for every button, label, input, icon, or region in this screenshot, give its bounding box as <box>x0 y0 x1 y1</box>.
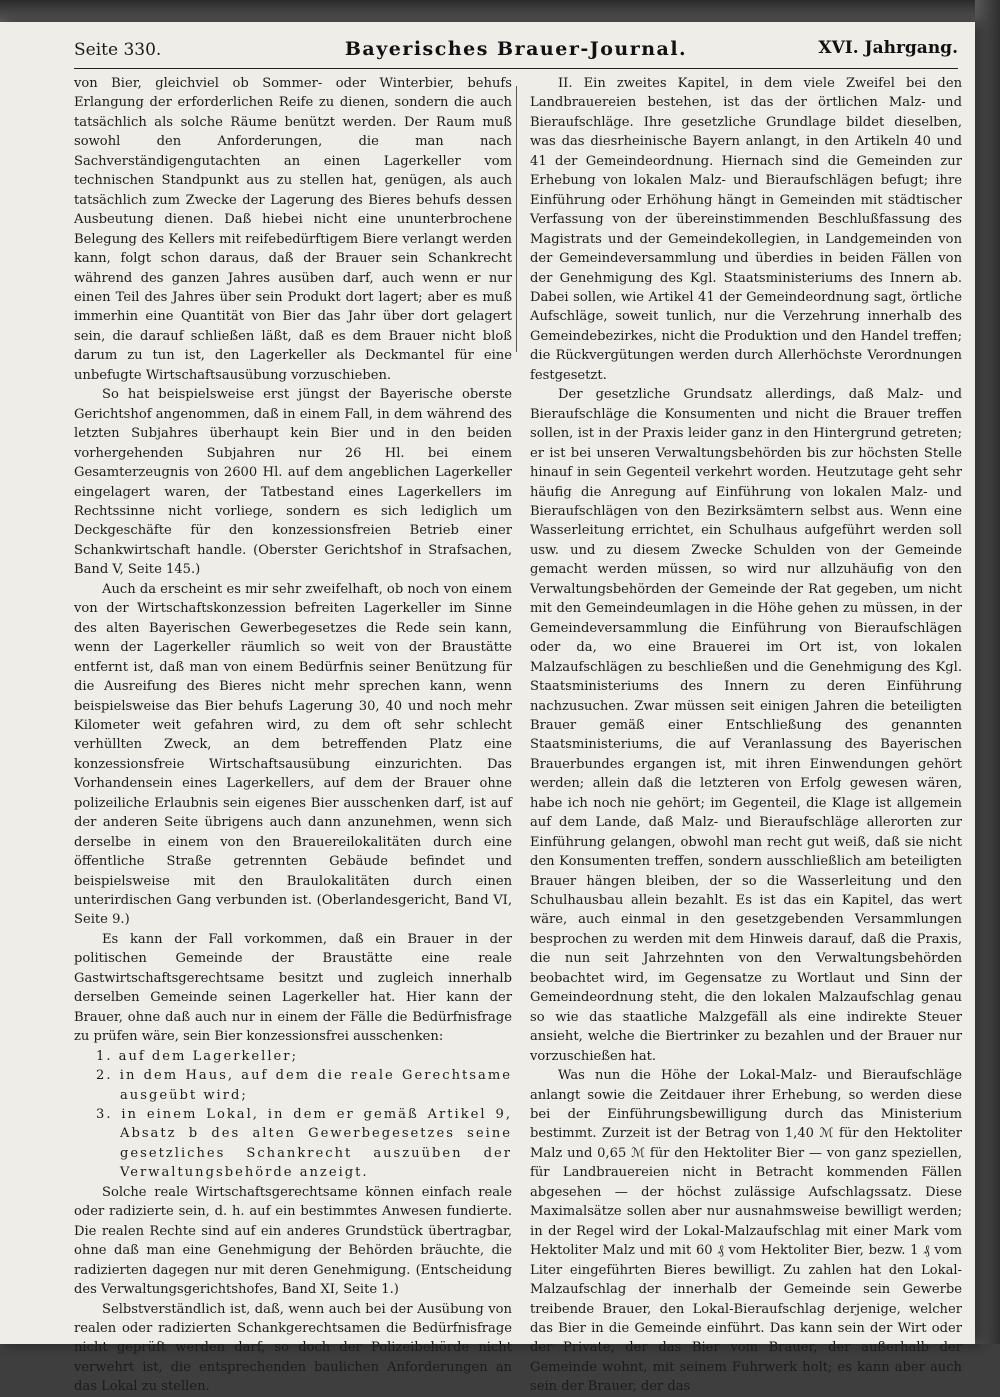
paragraph: Selbstverständlich ist, daß, wenn auch bei der Ausübung von realen oder radizierten Schankgerechtsamen die Bedürfnisfrage nicht geprüft werden darf, so doch der Polizeibehörde nicht verwehrt ist, die entsprechenden baulichen Anforderungen an das Lokal zu stellen. <box>74 1301 512 1395</box>
paragraph: Der gesetzliche Grundsatz allerdings, daß Malz- und Bieraufschläge die Konsumenten und nicht die Brauer treffen sollen, ist in der Praxis leider ganz in den Hintergrund getreten; er ist bei unseren Verwaltungsbehörden bis zur höchsten Stelle hinauf in sein Gegenteil verkehrt worden. Heutzutage geht sehr häufig die Anregung auf Einführung von lokalen Malz- und Bieraufschlägen von den Bezirksämtern selbst aus. Wenn eine Wasserleitung errichtet, ein Schulhaus aufgeführt werden soll usw. und zu diesem Zwecke Schulden von der Gemeinde gemacht werden müssen, so wird nur allzuhäufig von den Verwaltungsbehörden der Gemeinde der Rat gegeben, um nicht mit den Gemeindeumlagen in die Höhe gehen zu müssen, in der Gemeindeversammlung die Einführung von Bieraufschlägen oder da, wo eine Brauerei im Ort ist, von lokalen Malzaufschlägen zu beschließen und die Genehmigung des Kgl. Staatsministeriums des Innern zu deren Einführung nachzusuchen. Zwar müssen seit einigen Jahren die beteiligten Brauer gemäß einer Entschließung des genannten Staatsministeriums, die auf Veranlassung des Bayerischen Brauerbundes ergangen ist, mit ihren Einwendungen gehört werden; allein daß die letzteren von Erfolg gewesen wären, habe ich noch nie gehört; im Gegenteil, die Klage ist allgemein auf dem Lande, daß Malz- und Bieraufschläge allerorten zur Einführung gelangen, obwohl man recht gut weiß, daß sie nicht den Konsumenten treffen, sondern ausschließlich am beteiligten Brauer hängen bleiben, der so die Wasserleitung und den Schulhausbau allein bezahlt. Es ist das ein Kapitel, das wert wäre, auch einmal in den gesetzgebenden Versammlungen besprochen zu werden mit dem Hinweis darauf, daß die Praxis, die nun seit Jahrzehnten von den Verwaltungsbehörden beobachtet wird, im Gegensatze zu Wortlaut und Sinn der Gemeindeordnung steht, die den lokalen Malzaufschlag genau so wie das staatliche Malzgefäll als eine indirekte Steuer ansieht, welche die Biertrinker zu bezahlen und der Brauer nur vorzuschießen hat. <box>530 387 962 1064</box>
list-item: 1. auf dem Lagerkeller; <box>96 1048 298 1064</box>
paragraph: Solche reale Wirtschaftsgerechtsame können einfach reale oder radizierte sein, d. h. auf ein bestimmtes Anwesen fundierte. Die realen Rechte sind auf ein anderes Grundstück übertragbar, ohne daß man eine Genehmigung der Behörden bräuchte, die radizierten dagegen nur mit deren Genehmigung. (Entscheidung des Verwaltungsgerichtshofes, Band XI, Seite 1.) <box>74 1184 512 1298</box>
page-number: Seite 330. <box>74 40 162 60</box>
paragraph: Es kann der Fall vorkommen, daß ein Brauer in der politischen Gemeinde der Braustätte eine reale Gastwirtschaftsgerechtsame besitzt und zugleich innerhalb derselben Gemeinde seinen Lagerkeller hat. Hier kann der Brauer, ohne daß auch nur in einem der Fälle die Bedürfnisfrage zu prüfen wäre, sein Bier konzessionsfrei ausschenken: <box>74 931 512 1045</box>
paragraph: II. Ein zweites Kapitel, in dem viele Zweifel bei den Landbrauereien bestehen, ist das der örtlichen Malz- und Bieraufschläge. Ihre gesetzliche Grundlage bildet dieselben, was das diesrheinische Bayern anlangt, in den Artikeln 40 und 41 der Gemeindeordnung. Hiernach sind die Gemeinden zur Erhebung von lokalen Malz- und Bieraufschlägen befugt; ihre Einführung oder Erhöhung hängt in Gemeinden mit städtischer Verfassung von der übereinstimmenden Beschlußfassung des Magistrats und der Gemeindekollegien, in Landgemeinden von der Gemeindeversammlung und überdies in beiden Fällen von der Genehmigung des Kgl. Staatsministeriums des Innern ab. Dabei sollen, wie Artikel 41 der Gemeindeordnung sagt, örtliche Aufschläge, soweit tunlich, nur die Verzehrung innerhalb des Gemeindebezirkes, nicht die Produktion und den Handel treffen; die Rückvergütungen werden durch Allerhöchste Verordnungen festgesetzt. <box>530 76 962 383</box>
header-rule <box>74 68 958 69</box>
paragraph: So hat beispielsweise erst jüngst der Bayerische oberste Gerichtshof angenommen, daß in einem Fall, in dem während des letzten Subjahres überhaupt kein Bier und in den beiden vorhergehenden Subjahren nur 26 Hl. bei einem Gesamterzeugnis von 2600 Hl. auf dem angeblichen Lagerkeller eingelagert waren, der Tatbestand eines Lagerkellers im Rechtssinne nicht vorliege, sondern es sich lediglich um Deckgeschäfte für den konzessionsfreien Betrieb einer Schankwirtschaft handle. (Oberster Gerichtshof in Strafsachen, Band V, Seite 145.) <box>74 387 512 578</box>
journal-title: Bayerisches Brauer-Journal. <box>344 38 688 60</box>
left-column <box>74 74 512 1397</box>
scan-right-edge <box>975 0 1000 1344</box>
right-column <box>530 74 962 1397</box>
list-item: 3. in einem Lokal, in dem er gemäß Artikel 9, Absatz b des alten Gewerbegesetzes seine gesetzliches Schankrecht auszuüben der Verwaltungsbehörde anzeigt. <box>96 1107 512 1181</box>
paragraph: von Bier, gleichviel ob Sommer- oder Winterbier, behufs Erlangung der erforderlichen Reife zu dienen, sondern die auch tatsächlich als solche Räume benützt werden. Der Raum muß sowohl den Anforderungen, die man nach Sachverständigengutachten an einen Lagerkeller vom technischen Standpunkt aus zu stellen hat, genügen, als auch tatsächlich zum Zwecke der Lagerung des Bieres behufs dessen Ausbeutung dienen. Daß hiebei nicht eine ununterbrochene Belegung des Kellers mit reifebedürftigem Biere verlangt werden kann, folgt schon daraus, daß der Brauer sein Schankrecht während des ganzen Jahres ausüben darf, auch wenn er nur einen Teil des Jahres über sein Produkt dort lagert; aber es muß immerhin eine Quantität von Bier das Jahr über dort gelagert sein, die darauf schließen läßt, daß es dem Brauer nicht bloß darum zu tun ist, den Lagerkeller als Deckmantel für eine unbefugte Wirtschaftsausübung vorzuschieben. <box>74 76 512 383</box>
paragraph: Was nun die Höhe der Lokal-Malz- und Bieraufschläge anlangt sowie die Zeitdauer ihrer Erhebung, so werden diese bei der Einführungsbewilligung durch das Ministerium bestimmt. Zurzeit ist der Betrag von 1,40 ℳ für den Hektoliter Malz und 0,65 ℳ für den Hektoliter Bier — von ganz speziellen, für Landbrauereien nicht in Betracht kommenden Fällen abgesehen — der höchst zulässige Aufschlagssatz. Diese Maximalsätze sollen aber nur ausnahmsweise bewilligt werden; in der Regel wird der Lokal-Malzaufschlag mit einer Mark vom Hektoliter Malz und mit 60 ₰ vom Hektoliter Bier, bezw. 1 ₰ vom Liter eingeführten Bieres bewilligt. Zu zahlen hat den Lokal-Malzaufschlag der innerhalb der Gemeinde sein Gewerbe treibende Brauer, den Lokal-Bieraufschlag derjenige, welcher das Bier in die Gemeinde einführt. Das kann sein der Wirt oder der Private, der das Bier vom Brauer, der außerhalb der Gemeinde wohnt, mit seinem Fuhrwerk holt; es kann aber auch sein der Brauer, der das <box>530 1068 962 1395</box>
list-item: 2. in dem Haus, auf dem die reale Gerechtsame ausgeübt wird; <box>96 1068 512 1103</box>
paragraph: Auch da erscheint es mir sehr zweifelhaft, ob noch von einem von der Wirtschaftskonzession befreiten Lagerkeller im Sinne des alten Bayerischen Gewerbegesetzes die Rede sein kann, wenn der Lagerkeller räumlich so weit von der Braustätte entfernt ist, daß man von einem Bedürfnis seiner Benützung für die Ausreifung des Bieres nicht mehr sprechen kann, wenn beispielsweise das Bier behufs Lagerung 30, 40 und noch mehr Kilometer weit gefahren wird, zu dem oft sehr schlecht verhüllten Zweck, an dem betreffenden Platz eine konzessionsfreie Wirtschaftsausübung einzurichten. Das Vorhandensein eines Lagerkellers, auf dem der Brauer ohne polizeiliche Erlaubnis sein eigenes Bier ausschenken darf, ist auf der anderen Seite übrigens auch dann anzunehmen, wenn sich derselbe in einem von den Brauereilokalitäten durch eine öffentliche Straße getrennten Gebäude befindet und beispielsweise mit den Braulokalitäten durch einen unterirdischen Gang verbunden ist. (Oberlandesgericht, Band VI, Seite 9.) <box>74 581 513 928</box>
column-divider <box>516 86 517 352</box>
page-header <box>74 36 958 64</box>
volume-label: XVI. Jahrgang. <box>818 38 958 58</box>
scan-top-border <box>0 0 1000 22</box>
